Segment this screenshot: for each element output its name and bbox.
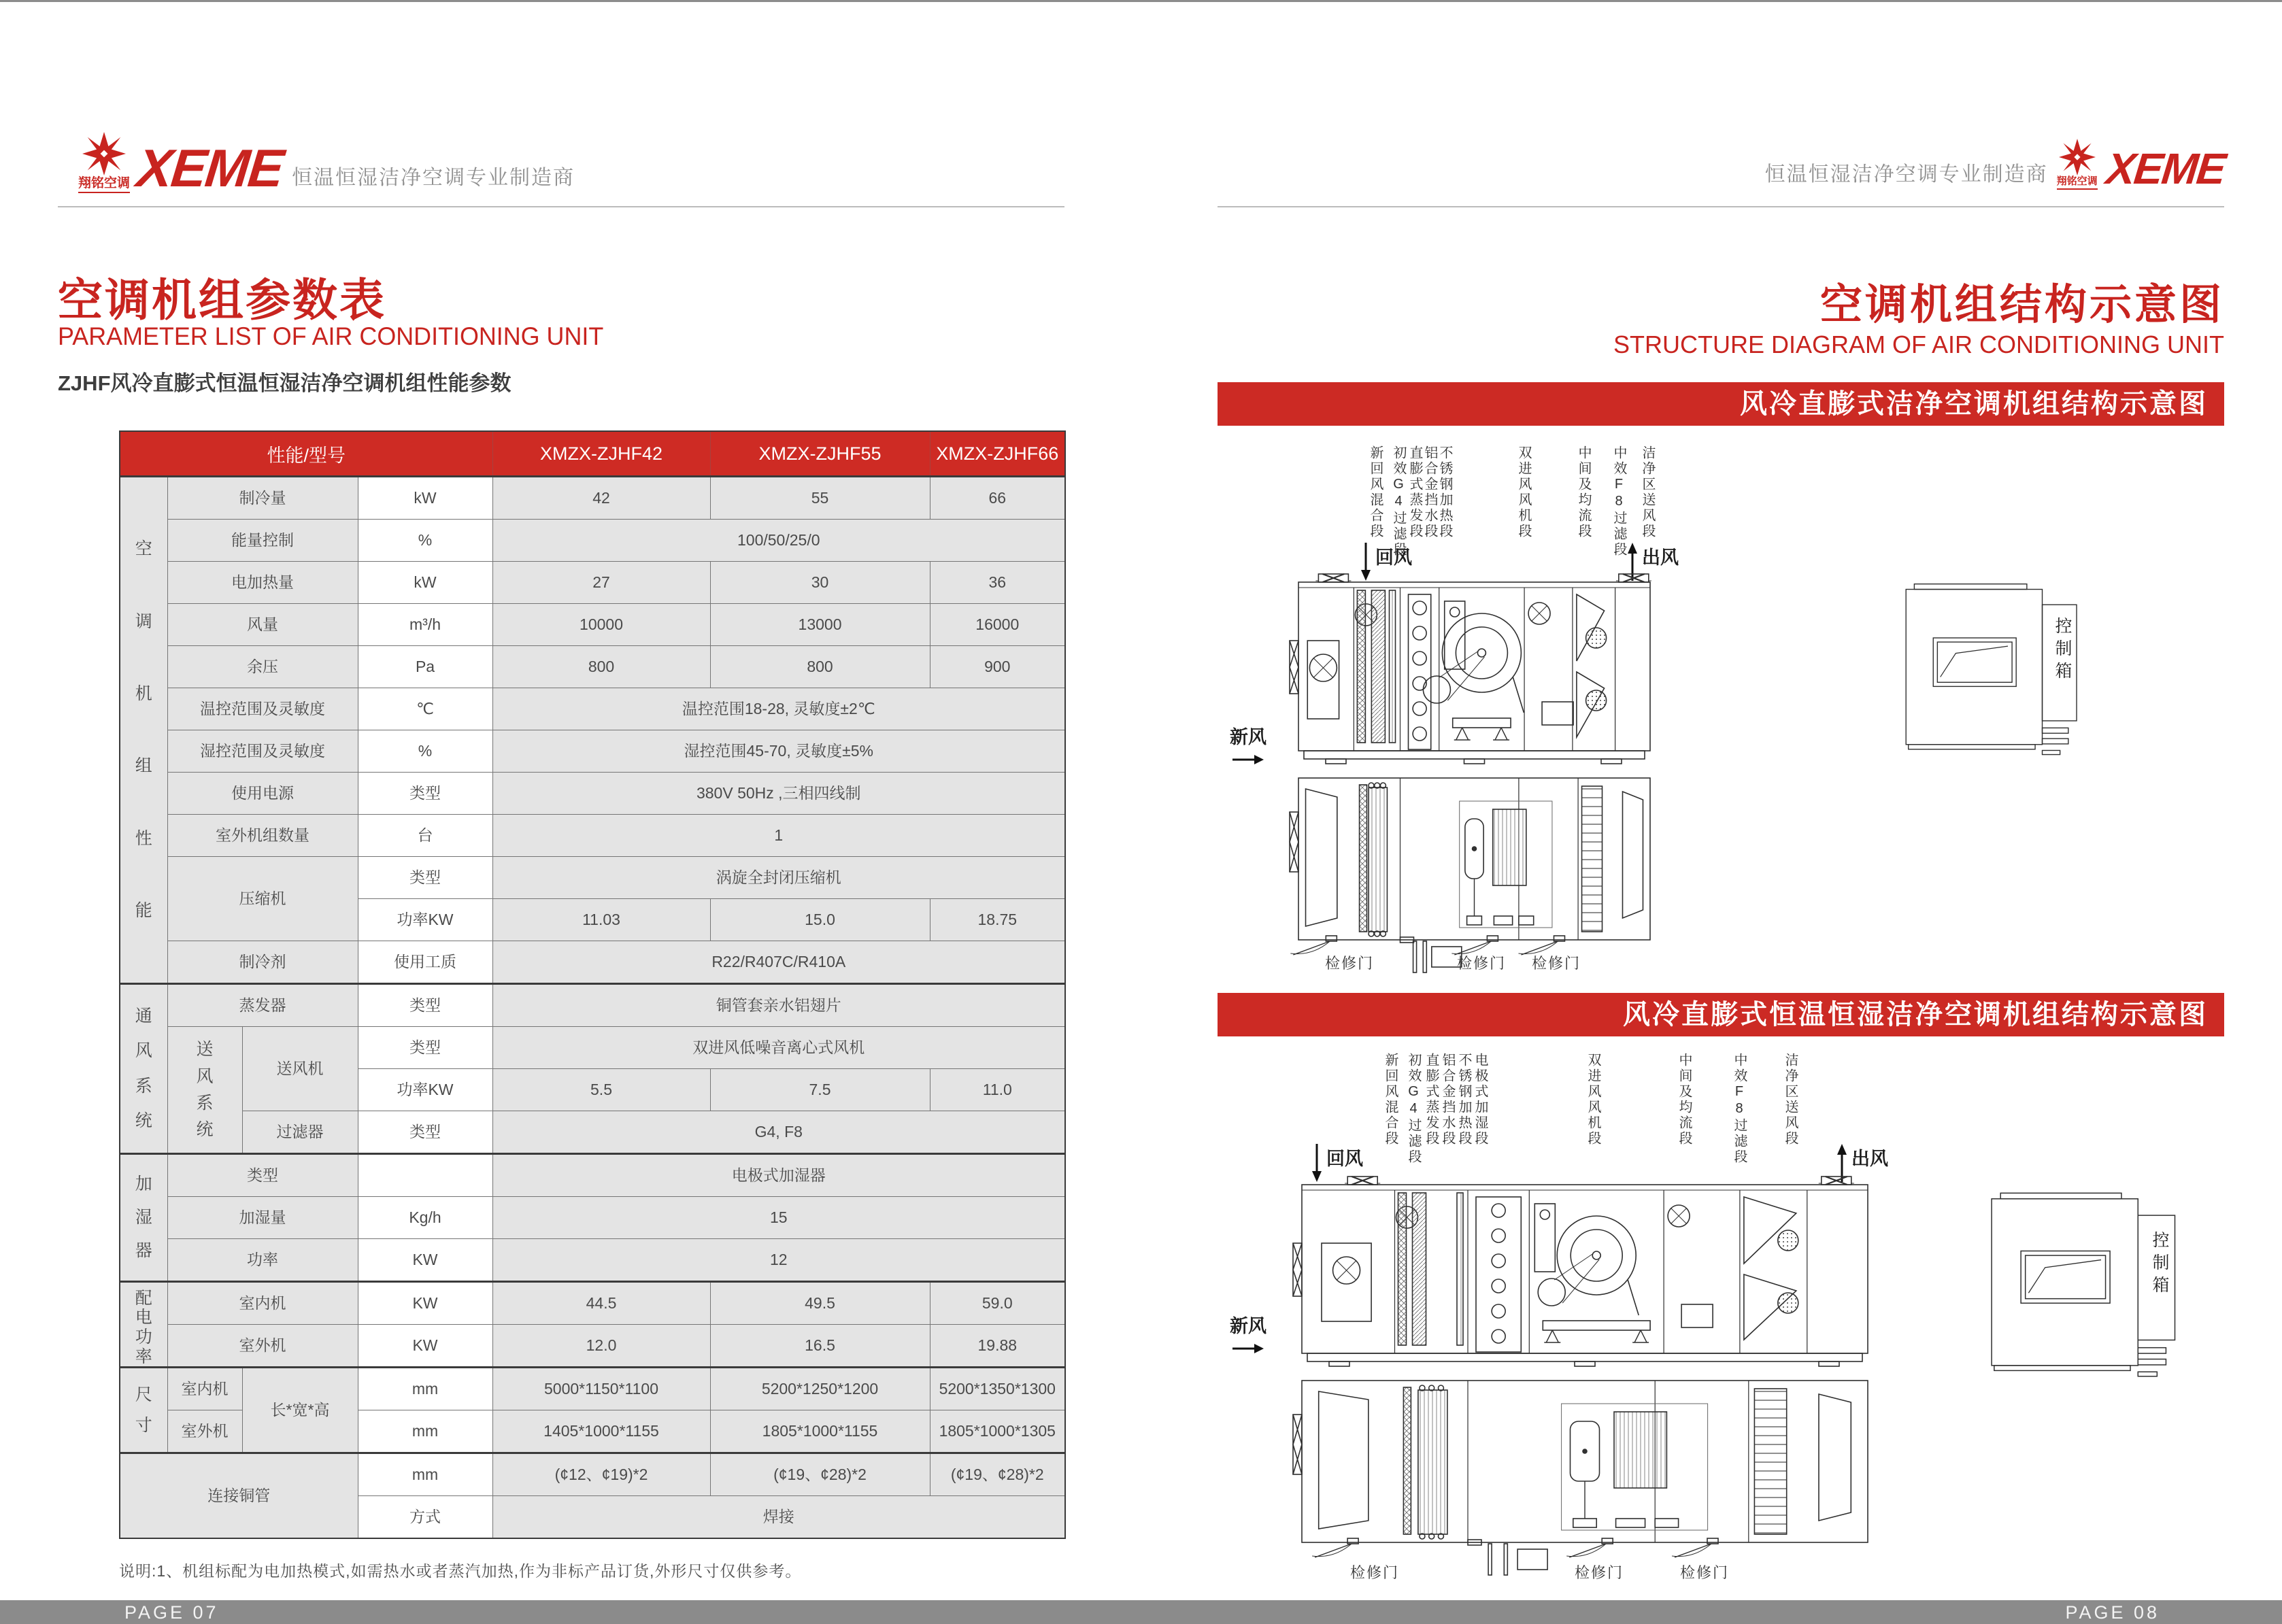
section-label: 铝合金挡水段 [1422, 445, 1437, 539]
table-row [120, 1111, 1065, 1154]
brand-tagline: 恒温恒湿洁净空调专业制造商 [292, 166, 575, 189]
control-box-label: 控制箱 [2053, 617, 2072, 684]
table-unit-cell: m³/h [358, 604, 492, 646]
section-label: 新回风混合段 [1368, 445, 1383, 539]
diagram2-access-door-label: 检修门 [1575, 1564, 1624, 1581]
table-cell: 制冷剂 [167, 941, 358, 984]
page-number-right: PAGE 08 [2065, 1602, 2160, 1623]
table-row [120, 477, 1065, 520]
table-row [120, 562, 1065, 604]
table-row [120, 1027, 1065, 1069]
table-cell: 12.0 [492, 1325, 710, 1368]
table-row [120, 1453, 1065, 1496]
table-row [120, 1282, 1065, 1325]
table-unit-cell: KW [358, 1282, 492, 1325]
diagram1-return-air: 回风 [1360, 543, 1412, 581]
logo-sub-brand: 翔铭空调 [78, 175, 130, 193]
table-row [120, 1368, 1065, 1410]
table-cell: 电加热量 [167, 562, 358, 604]
right-arrow-icon [1232, 1343, 1264, 1354]
page-top-rule [0, 0, 2282, 2]
table-header-cell: 性能/型号 [120, 431, 492, 477]
table-row [120, 857, 1065, 899]
diagram1-ahu-drawing [1289, 573, 1660, 981]
table-cell: 15.0 [710, 899, 930, 941]
table-cell: 100/50/25/0 [492, 520, 1065, 562]
table-row [120, 730, 1065, 773]
section-label: 不锈钢加热段 [1456, 1053, 1471, 1147]
table-row [120, 815, 1065, 857]
section-label: 中间及均流段 [1677, 1053, 1692, 1147]
diagram1-access-door-label: 检修门 [1532, 955, 1581, 972]
table-cell: 1805*1000*1155 [710, 1410, 930, 1453]
table-cell: 湿控范围45-70, 灵敏度±5% [492, 730, 1065, 773]
left-header-rule [58, 206, 1064, 207]
table-unit-cell: 类型 [358, 984, 492, 1027]
table-cell: 10000 [492, 604, 710, 646]
right-arrow-icon [1232, 754, 1264, 765]
table-cell: 49.5 [710, 1282, 930, 1325]
section-label: 电极式加湿段 [1473, 1053, 1488, 1147]
right-header-logo [1218, 139, 2227, 193]
table-row [120, 773, 1065, 815]
table-cell: 室外机 [167, 1410, 242, 1453]
brand-name: XEME [134, 137, 286, 198]
table-unit-cell: mm [358, 1453, 492, 1496]
table-cell: (¢12、¢19)*2 [492, 1453, 710, 1496]
table-cell: 18.75 [930, 899, 1065, 941]
diagram2-supply-air: 出风 [1836, 1144, 1888, 1182]
diagram2-access-door-label: 检修门 [1680, 1564, 1730, 1581]
left-page-subtitle: ZJHF风冷直膨式恒温恒湿洁净空调机组性能参数 [58, 371, 511, 395]
section-label: 双进风风机段 [1516, 445, 1531, 539]
table-category-cell: 加 湿 器 [120, 1154, 167, 1282]
table-cell: 使用电源 [167, 773, 358, 815]
left-page-title-en: PARAMETER LIST OF AIR CONDITIONING UNIT [58, 322, 604, 350]
table-cell: 温控范围及灵敏度 [167, 688, 358, 730]
table-cell: 800 [710, 646, 930, 688]
control-box-label: 控制箱 [2150, 1231, 2169, 1298]
table-note: 说明:1、机组标配为电加热模式,如需热水或者蒸汽加热,作为非标产品订货,外形尺寸仅供参考。 [119, 1562, 802, 1580]
table-cell: 11.0 [930, 1069, 1065, 1111]
table-unit-cell: 类型 [358, 1111, 492, 1154]
section-label: 铝合金挡水段 [1440, 1053, 1455, 1147]
table-unit-cell: ℃ [358, 688, 492, 730]
table-cell: 1 [492, 815, 1065, 857]
table-cell: 涡旋全封闭压缩机 [492, 857, 1065, 899]
table-cell: 16000 [930, 604, 1065, 646]
table-cell: 44.5 [492, 1282, 710, 1325]
diagram2-access-door-label: 检修门 [1350, 1564, 1400, 1581]
table-unit-cell: kW [358, 477, 492, 520]
section-label: 直膨式蒸发段 [1407, 445, 1422, 539]
table-cell: 送 风 系 统 [167, 1027, 242, 1154]
table-cell: 1405*1000*1155 [492, 1410, 710, 1453]
right-header-rule [1218, 206, 2224, 207]
diagram1-fresh-air: 新风 [1230, 722, 1266, 770]
xeme-star-icon [78, 132, 131, 193]
table-unit-cell: 方式 [358, 1496, 492, 1539]
table-cell: 5200*1350*1300 [930, 1368, 1065, 1410]
table-cell: 焊接 [492, 1496, 1065, 1539]
table-row [120, 984, 1065, 1027]
table-cell: G4, F8 [492, 1111, 1065, 1154]
diagram2-ahu-drawing [1292, 1175, 1877, 1583]
table-cell: 铜管套亲水铝翅片 [492, 984, 1065, 1027]
table-unit-cell [358, 1154, 492, 1197]
page-number-left: PAGE 07 [124, 1602, 219, 1623]
logo-sub-brand: 翔铭空调 [2057, 175, 2098, 190]
table-unit-cell: 类型 [358, 857, 492, 899]
table-unit-cell: % [358, 730, 492, 773]
section-label: 双进风风机段 [1585, 1053, 1600, 1147]
section-label: 洁净区送风段 [1640, 445, 1655, 539]
section-label: 中效F8过滤段 [1611, 445, 1626, 558]
table-unit-cell: 使用工质 [358, 941, 492, 984]
table-cell: 能量控制 [167, 520, 358, 562]
diagram2-control-box [1983, 1183, 2180, 1387]
table-row [120, 646, 1065, 688]
diagram2-title-bar: 风冷直膨式恒温恒湿洁净空调机组结构示意图 [1218, 993, 2224, 1036]
table-row [120, 941, 1065, 984]
xeme-star-icon [82, 132, 126, 175]
table-category-cell: 通 风 系 统 [120, 984, 167, 1154]
table-cell: 送风机 [242, 1027, 358, 1111]
table-cell: 过滤器 [242, 1111, 358, 1154]
table-cell: 15 [492, 1197, 1065, 1239]
table-cell: 16.5 [710, 1325, 930, 1368]
table-cell: 温控范围18-28, 灵敏度±2℃ [492, 688, 1065, 730]
left-page-title: 空调机组参数表 [58, 275, 386, 325]
right-page-title-en: STRUCTURE DIAGRAM OF AIR CONDITIONING UNIT [1613, 331, 2224, 358]
section-label: 中间及均流段 [1576, 445, 1591, 539]
table-cell: 风量 [167, 604, 358, 646]
xeme-star-icon [2059, 139, 2096, 175]
table-category-cell: 空 调 机 组 性 能 [120, 477, 167, 984]
table-cell: 12 [492, 1239, 1065, 1282]
table-row [120, 604, 1065, 646]
table-category-cell: 配 电 功 率 [120, 1282, 167, 1368]
table-unit-cell: kW [358, 562, 492, 604]
diagram1-title-bar: 风冷直膨式洁净空调机组结构示意图 [1218, 382, 2224, 426]
table-cell: 室内机 [167, 1282, 358, 1325]
table-unit-cell: Pa [358, 646, 492, 688]
diagram1-access-door-label: 检修门 [1325, 955, 1375, 972]
table-cell: 类型 [167, 1154, 358, 1197]
right-page-title: 空调机组结构示意图 [1819, 282, 2224, 328]
table-row [120, 520, 1065, 562]
table-cell: 19.88 [930, 1325, 1065, 1368]
table-cell: 59.0 [930, 1282, 1065, 1325]
table-cell: 室内机 [167, 1368, 242, 1410]
table-cell: 5200*1250*1200 [710, 1368, 930, 1410]
section-label: 中效F8过滤段 [1732, 1053, 1747, 1165]
table-cell: (¢19、¢28)*2 [930, 1453, 1065, 1496]
table-unit-cell: 类型 [358, 773, 492, 815]
table-unit-cell: KW [358, 1239, 492, 1282]
table-unit-cell: 功率KW [358, 1069, 492, 1111]
table-row [120, 1325, 1065, 1368]
table-cell: 蒸发器 [167, 984, 358, 1027]
table-unit-cell: KW [358, 1325, 492, 1368]
section-label: 直膨式蒸发段 [1424, 1053, 1439, 1147]
parameter-table [119, 430, 1066, 1539]
table-row [120, 1154, 1065, 1197]
bottom-page-bar [0, 1600, 2282, 1624]
table-category-cell: 尺 寸 [120, 1368, 167, 1453]
section-label: 不锈钢加热段 [1437, 445, 1452, 539]
table-cell: 湿控范围及灵敏度 [167, 730, 358, 773]
diagram2-fresh-air: 新风 [1230, 1311, 1266, 1359]
table-cell: 压缩机 [167, 857, 358, 941]
table-unit-cell: mm [358, 1368, 492, 1410]
table-cell: 30 [710, 562, 930, 604]
table-cell: 380V 50Hz ,三相四线制 [492, 773, 1065, 815]
table-row [120, 688, 1065, 730]
table-header-cell: XMZX-ZJHF42 [492, 431, 710, 477]
section-label: 初效G4过滤段 [1406, 1053, 1421, 1165]
table-cell: 长*宽*高 [242, 1368, 358, 1453]
table-cell: 800 [492, 646, 710, 688]
table-cell: 900 [930, 646, 1065, 688]
table-unit-cell: mm [358, 1410, 492, 1453]
table-cell: 66 [930, 477, 1065, 520]
table-unit-cell: 功率KW [358, 899, 492, 941]
table-row [120, 1239, 1065, 1282]
table-cell: 余压 [167, 646, 358, 688]
diagram1-access-door-label: 检修门 [1457, 955, 1507, 972]
table-row [120, 1197, 1065, 1239]
section-label: 洁净区送风段 [1783, 1053, 1798, 1147]
table-cell: 加湿量 [167, 1197, 358, 1239]
table-cell: 5.5 [492, 1069, 710, 1111]
table-cell: R22/R407C/R410A [492, 941, 1065, 984]
table-cell: 7.5 [710, 1069, 930, 1111]
table-cell: 5000*1150*1100 [492, 1368, 710, 1410]
brand-name: XEME [2103, 143, 2227, 193]
section-label: 初效G4过滤段 [1391, 445, 1406, 558]
table-cell: 双进风低噪音离心式风机 [492, 1027, 1065, 1069]
diagram2-return-air: 回风 [1311, 1144, 1363, 1182]
table-cell: 36 [930, 562, 1065, 604]
table-cell: 1805*1000*1305 [930, 1410, 1065, 1453]
brand-tagline: 恒温恒湿洁净空调专业制造商 [1764, 163, 2048, 186]
xeme-star-icon [2058, 139, 2097, 190]
table-cell: 11.03 [492, 899, 710, 941]
table-cell: (¢19、¢28)*2 [710, 1453, 930, 1496]
left-header-logo [78, 132, 575, 198]
table-cell: 室外机组数量 [167, 815, 358, 857]
table-cell: 制冷量 [167, 477, 358, 520]
diagram1-supply-air: 出风 [1627, 543, 1679, 581]
section-label: 新回风混合段 [1383, 1053, 1398, 1147]
table-unit-cell: 台 [358, 815, 492, 857]
table-cell: 13000 [710, 604, 930, 646]
table-cell: 室外机 [167, 1325, 358, 1368]
table-unit-cell: % [358, 520, 492, 562]
diagram1-control-box [1898, 575, 2081, 765]
table-cell: 55 [710, 477, 930, 520]
table-cell: 42 [492, 477, 710, 520]
table-unit-cell: 类型 [358, 1027, 492, 1069]
table-unit-cell: Kg/h [358, 1197, 492, 1239]
table-cell: 连接铜管 [120, 1453, 358, 1539]
table-cell: 功率 [167, 1239, 358, 1282]
table-header-cell: XMZX-ZJHF66 [930, 431, 1065, 477]
table-cell: 27 [492, 562, 710, 604]
table-cell: 电极式加湿器 [492, 1154, 1065, 1197]
table-header-cell: XMZX-ZJHF55 [710, 431, 930, 477]
